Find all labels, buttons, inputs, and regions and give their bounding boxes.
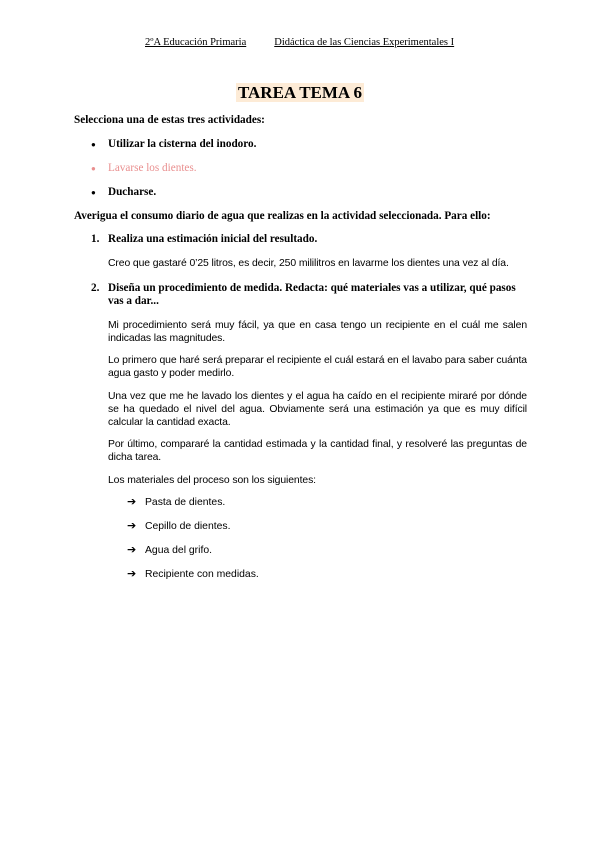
document-body bbox=[74, 114, 527, 592]
materials-list bbox=[74, 496, 527, 581]
activity-list bbox=[74, 138, 527, 200]
step-heading bbox=[74, 282, 527, 309]
arrow-right-icon: ➔ bbox=[127, 544, 137, 556]
paragraph: Por último, compararé la cantidad estimada y la cantidad final, y resolveré las preguntas de dicha tarea. bbox=[108, 439, 527, 463]
paragraph: Creo que gastaré 0’25 litros, es decir, 250 mililitros en lavarme los dientes una vez al día. bbox=[108, 257, 509, 269]
arrow-right-icon: ➔ bbox=[127, 520, 137, 532]
activity-item: ● Ducharse. bbox=[74, 186, 527, 200]
arrow-right-icon: ➔ bbox=[127, 568, 137, 580]
header-subject: Didáctica de las Ciencias Experimentales I bbox=[274, 37, 455, 48]
material-label: Pasta de dientes. bbox=[145, 497, 226, 508]
step-number: 2. bbox=[91, 281, 100, 294]
material-item bbox=[74, 544, 527, 557]
material-item bbox=[74, 520, 527, 533]
paragraph: Lo primero que haré será preparar el recipiente el cuál estará en el lavabo para saber cuánta agua gasto y poder medirlo. bbox=[108, 355, 527, 379]
step-number: 1. bbox=[91, 233, 100, 245]
paragraph: Los materiales del proceso son los siguientes: bbox=[108, 474, 316, 486]
material-label: Cepillo de dientes. bbox=[145, 521, 231, 532]
material-item bbox=[74, 568, 527, 581]
paragraph: Una vez que me he lavado los dientes y el agua ha caído en el recipiente miraré por dónde se ha quedado el nivel del agua. Obviamente será una estimación ya que es muy difícil calcular la cantidad exacta. bbox=[108, 390, 527, 428]
activity-item-selected: ● Lavarse los dientes. bbox=[74, 162, 527, 176]
page-header bbox=[145, 37, 454, 49]
step-heading-text: Realiza una estimación inicial del resultado. bbox=[108, 233, 318, 245]
paragraph: Mi procedimiento será muy fácil, ya que en casa tengo un recipiente en el cuál me salen indicadas las magnitudes. bbox=[108, 319, 527, 344]
page-title-wrap bbox=[0, 83, 600, 103]
material-label: Agua del grifo. bbox=[145, 545, 213, 556]
header-course: 2ºA Educación Primaria bbox=[145, 37, 247, 48]
material-item bbox=[74, 496, 527, 509]
material-label: Recipiente con medidas. bbox=[145, 569, 259, 580]
activity-item: ● Utilizar la cisterna del inodoro. bbox=[74, 138, 527, 152]
arrow-right-icon: ➔ bbox=[127, 496, 137, 508]
step-heading bbox=[74, 233, 527, 247]
intro-text: Selecciona una de estas tres actividades: bbox=[74, 114, 265, 126]
page-title: TAREA TEMA 6 bbox=[237, 83, 363, 102]
task-instruction: Averigua el consumo diario de agua que realizas en la actividad seleccionada. Para ello: bbox=[74, 209, 491, 222]
step-heading-text: Diseña un procedimiento de medida. Redacta: qué materiales vas a utilizar, qué pasos vas a dar... bbox=[108, 281, 516, 307]
